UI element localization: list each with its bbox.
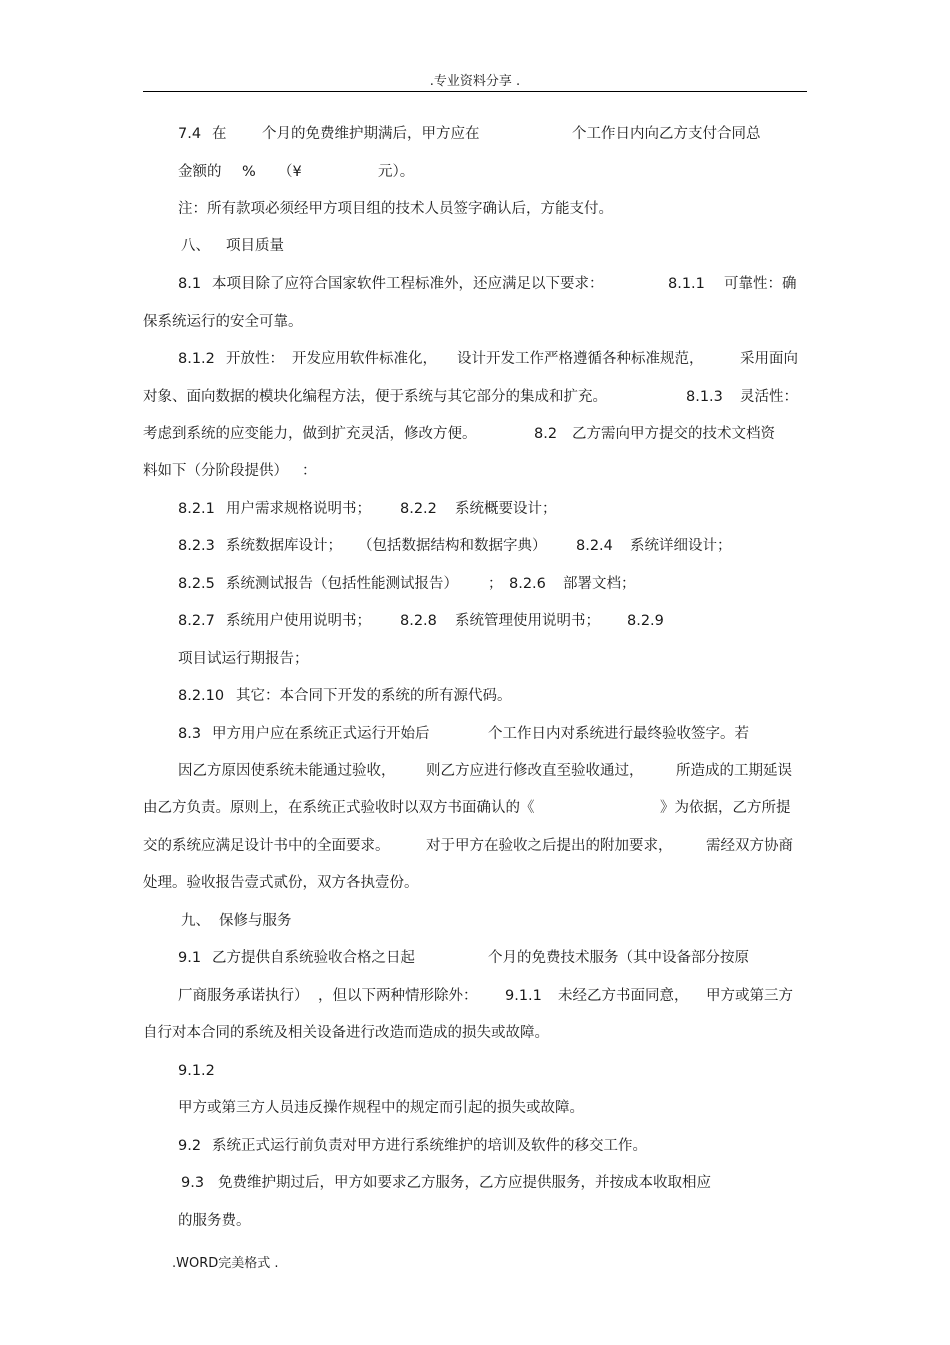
text-segment: 考虑到系统的应变能力，做到扩充灵活，修改方便。 (143, 426, 477, 442)
text-segment: 8.2.10 (178, 688, 225, 704)
text-segment: 自行对本合同的系统及相关设备进行改造而造成的损失或故障。 (143, 1025, 549, 1041)
text-segment: 系统测试报告（包括性能测试报告） (226, 576, 458, 592)
text-segment: 免费维护期过后，甲方如要求乙方服务，乙方应提供服务，并按成本收取相应 (218, 1175, 711, 1191)
text-segment: 8.2.7 (178, 613, 215, 629)
text-segment: 乙方需向甲方提交的技术文档资 (572, 426, 775, 442)
text-segment: 系统数据库设计； (226, 538, 342, 554)
text-segment: 开发应用软件标准化， (292, 351, 437, 367)
text-segment: 8.1.1 (668, 276, 705, 292)
text-segment: 系统用户使用说明书； (226, 613, 371, 629)
text-segment: 8.2.6 (509, 576, 546, 592)
text-segment: 料如下（分阶段提供） (143, 463, 288, 479)
text-segment: 9.1.1 (505, 988, 542, 1004)
text-segment: 个月的免费技术服务（其中设备部分按原 (488, 950, 749, 966)
text-segment: 8.2.8 (400, 613, 437, 629)
text-segment: 系统概要设计； (455, 501, 557, 517)
text-segment: 灵活性： (740, 389, 798, 405)
text-segment: 部署文档； (563, 576, 636, 592)
text-segment: 对于甲方在验收之后提出的附加要求， (426, 838, 673, 854)
text-segment: 注：所有款项必须经甲方项目组的技术人员签字确认后，方能支付。 (178, 201, 613, 217)
text-segment: （包括数据结构和数据字典） (358, 538, 547, 554)
text-segment: 因乙方原因使系统未能通过验收， (178, 763, 396, 779)
text-segment: 8.2.5 (178, 576, 215, 592)
text-segment: 个月的免费维护期满后，甲方应在 (262, 126, 480, 142)
text-segment: 在 (212, 126, 227, 142)
text-segment: 用户需求规格说明书； (226, 501, 371, 517)
text-segment: 甲方或第三方 (706, 988, 793, 1004)
page-footer: .WORD完美格式 . (172, 1256, 279, 1271)
text-segment: 开放性： (226, 351, 284, 367)
text-segment: 项目质量 (226, 238, 284, 254)
text-segment: 的服务费。 (178, 1213, 251, 1229)
text-segment: 8.2.2 (400, 501, 437, 517)
text-segment: 9.2 (178, 1138, 202, 1154)
text-segment: ： (302, 463, 317, 479)
text-segment: 八、 (181, 238, 210, 254)
page-header: .专业资料分享 . (429, 74, 521, 89)
text-segment: 8.2.3 (178, 538, 215, 554)
text-segment: 8.1.2 (178, 351, 215, 367)
text-segment: ； (488, 576, 503, 592)
text-segment: % (242, 164, 256, 180)
text-segment: 8.1.3 (686, 389, 723, 405)
text-segment: 项目试运行期报告； (178, 651, 309, 667)
text-segment: 元）。 (378, 164, 415, 180)
text-segment: 则乙方应进行修改直至验收通过， (426, 763, 644, 779)
text-segment: 九、 (181, 913, 210, 929)
text-segment: 9.3 (181, 1175, 205, 1191)
text-segment: 保系统运行的安全可靠。 (143, 314, 303, 330)
text-segment: 本项目除了应符合国家软件工程标准外，还应满足以下要求： (212, 276, 604, 292)
text-segment: 个工作日内向乙方支付合同总 (572, 126, 761, 142)
text-segment: 设计开发工作严格遵循各种标准规范， (457, 351, 704, 367)
text-segment: 系统正式运行前负责对甲方进行系统维护的培训及软件的移交工作。 (212, 1138, 647, 1154)
text-segment: 需经双方协商 (706, 838, 793, 854)
text-segment: 系统管理使用说明书； (455, 613, 600, 629)
text-segment: 》为依据，乙方所提 (660, 800, 791, 816)
text-segment: 8.2 (534, 426, 558, 442)
text-segment: 8.2.9 (627, 613, 664, 629)
header-divider (143, 91, 807, 92)
text-segment: 采用面向 (740, 351, 798, 367)
text-segment: 8.1 (178, 276, 202, 292)
text-segment: 系统详细设计； (630, 538, 732, 554)
text-segment: 8.2.1 (178, 501, 215, 517)
text-segment: 其它：本合同下开发的系统的所有源代码。 (236, 688, 512, 704)
text-segment: ，但以下两种情形除外： (318, 988, 478, 1004)
text-segment: 金额的 (178, 164, 222, 180)
text-segment: 未经乙方书面同意， (558, 988, 689, 1004)
text-segment: 8.2.4 (576, 538, 613, 554)
text-segment: 甲方或第三方人员违反操作规程中的规定而引起的损失或故障。 (178, 1100, 584, 1116)
text-segment: 对象、面向数据的模块化编程方法，便于系统与其它部分的集成和扩充。 (143, 389, 607, 405)
text-segment: 可靠性：确 (724, 276, 797, 292)
text-segment: 厂商服务承诺执行） (178, 988, 309, 1004)
text-segment: 8.3 (178, 726, 202, 742)
text-segment: 乙方提供自系统验收合格之日起 (212, 950, 415, 966)
text-segment: 7.4 (178, 126, 202, 142)
text-segment: 处理。验收报告壹式贰份，双方各执壹份。 (143, 875, 419, 891)
text-segment: 交的系统应满足设计书中的全面要求。 (143, 838, 390, 854)
text-segment: 个工作日内对系统进行最终验收签字。若 (488, 726, 749, 742)
text-segment: 9.1 (178, 950, 202, 966)
text-segment: 保修与服务 (219, 913, 292, 929)
text-segment: 由乙方负责。原则上，在系统正式验收时以双方书面确认的《 (143, 800, 535, 816)
text-segment: 甲方用户应在系统正式运行开始后 (212, 726, 430, 742)
text-segment: （¥ (278, 164, 302, 180)
text-segment: 9.1.2 (178, 1063, 215, 1079)
text-segment: 所造成的工期延误 (676, 763, 792, 779)
